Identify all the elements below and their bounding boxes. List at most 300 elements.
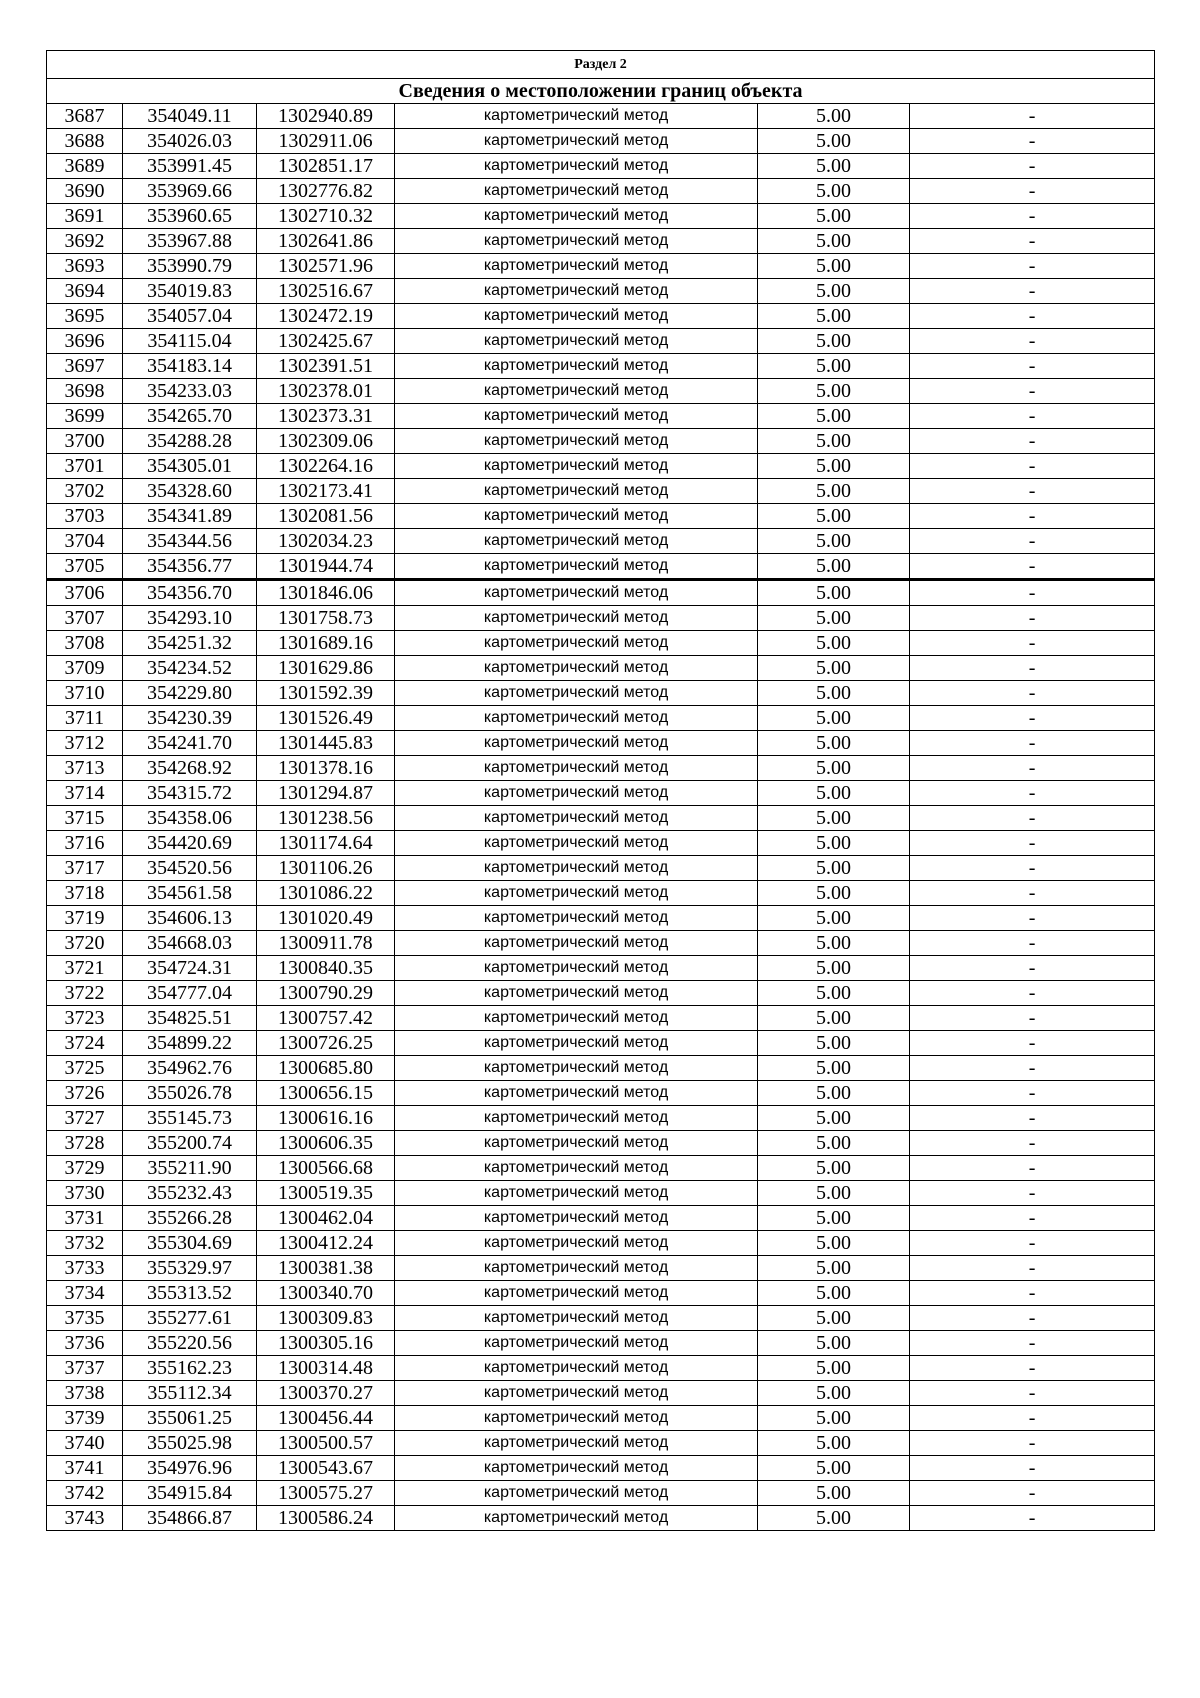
coordinate-x: 354915.84 xyxy=(123,1481,257,1506)
coordinate-x: 355200.74 xyxy=(123,1131,257,1156)
note-value: - xyxy=(910,1106,1155,1131)
coordinate-y: 1300370.27 xyxy=(257,1381,395,1406)
note-value: - xyxy=(910,204,1155,229)
point-number: 3702 xyxy=(47,479,123,504)
determination-method: картометрический метод xyxy=(395,329,758,354)
determination-method: картометрический метод xyxy=(395,1306,758,1331)
coordinate-x: 354356.70 xyxy=(123,580,257,606)
point-number: 3699 xyxy=(47,404,123,429)
table-row xyxy=(47,179,1155,204)
coordinate-x: 354962.76 xyxy=(123,1056,257,1081)
point-number: 3689 xyxy=(47,154,123,179)
accuracy-value: 5.00 xyxy=(758,529,910,554)
coordinate-y: 1302378.01 xyxy=(257,379,395,404)
determination-method: картометрический метод xyxy=(395,931,758,956)
accuracy-value: 5.00 xyxy=(758,1056,910,1081)
note-value: - xyxy=(910,981,1155,1006)
accuracy-value: 5.00 xyxy=(758,129,910,154)
note-value: - xyxy=(910,631,1155,656)
coordinate-y: 1301846.06 xyxy=(257,580,395,606)
determination-method: картометрический метод xyxy=(395,981,758,1006)
table-row xyxy=(47,731,1155,756)
table-row xyxy=(47,479,1155,504)
table-row xyxy=(47,606,1155,631)
section-header-row xyxy=(47,51,1155,79)
point-number: 3723 xyxy=(47,1006,123,1031)
point-number: 3718 xyxy=(47,881,123,906)
accuracy-value: 5.00 xyxy=(758,179,910,204)
note-value: - xyxy=(910,1031,1155,1056)
coordinate-y: 1301592.39 xyxy=(257,681,395,706)
coordinate-x: 354899.22 xyxy=(123,1031,257,1056)
point-number: 3731 xyxy=(47,1206,123,1231)
point-number: 3694 xyxy=(47,279,123,304)
table-row xyxy=(47,279,1155,304)
determination-method: картометрический метод xyxy=(395,1081,758,1106)
coordinate-x: 354341.89 xyxy=(123,504,257,529)
coordinate-y: 1300305.16 xyxy=(257,1331,395,1356)
point-number: 3705 xyxy=(47,554,123,580)
accuracy-value: 5.00 xyxy=(758,1256,910,1281)
table-row xyxy=(47,229,1155,254)
coordinate-x: 354520.56 xyxy=(123,856,257,881)
coordinate-y: 1302911.06 xyxy=(257,129,395,154)
note-value: - xyxy=(910,1356,1155,1381)
coordinate-x: 354230.39 xyxy=(123,706,257,731)
note-value: - xyxy=(910,856,1155,881)
determination-method: картометрический метод xyxy=(395,529,758,554)
accuracy-value: 5.00 xyxy=(758,429,910,454)
coordinate-y: 1302571.96 xyxy=(257,254,395,279)
coordinate-y: 1302373.31 xyxy=(257,404,395,429)
note-value: - xyxy=(910,1306,1155,1331)
coordinate-y: 1302173.41 xyxy=(257,479,395,504)
coordinate-x: 354026.03 xyxy=(123,129,257,154)
table-row xyxy=(47,1206,1155,1231)
accuracy-value: 5.00 xyxy=(758,379,910,404)
determination-method: картометрический метод xyxy=(395,254,758,279)
determination-method: картометрический метод xyxy=(395,354,758,379)
coordinate-x: 354358.06 xyxy=(123,806,257,831)
coordinate-y: 1302516.67 xyxy=(257,279,395,304)
coordinate-y: 1300575.27 xyxy=(257,1481,395,1506)
coordinate-y: 1301174.64 xyxy=(257,831,395,856)
coordinate-x: 355162.23 xyxy=(123,1356,257,1381)
coordinate-x: 354777.04 xyxy=(123,981,257,1006)
accuracy-value: 5.00 xyxy=(758,731,910,756)
point-number: 3704 xyxy=(47,529,123,554)
coordinate-y: 1302034.23 xyxy=(257,529,395,554)
note-value: - xyxy=(910,756,1155,781)
coordinate-x: 353990.79 xyxy=(123,254,257,279)
coordinate-x: 355025.98 xyxy=(123,1431,257,1456)
table-row xyxy=(47,1056,1155,1081)
coordinate-y: 1301294.87 xyxy=(257,781,395,806)
determination-method: картометрический метод xyxy=(395,1381,758,1406)
coordinate-y: 1300911.78 xyxy=(257,931,395,956)
table-row xyxy=(47,931,1155,956)
coordinate-x: 355211.90 xyxy=(123,1156,257,1181)
table-row xyxy=(47,504,1155,529)
table-row xyxy=(47,1356,1155,1381)
point-number: 3711 xyxy=(47,706,123,731)
determination-method: картометрический метод xyxy=(395,1056,758,1081)
coordinate-y: 1301020.49 xyxy=(257,906,395,931)
point-number: 3709 xyxy=(47,656,123,681)
coordinate-y: 1300462.04 xyxy=(257,1206,395,1231)
determination-method: картометрический метод xyxy=(395,179,758,204)
determination-method: картометрический метод xyxy=(395,856,758,881)
coordinate-y: 1300656.15 xyxy=(257,1081,395,1106)
coordinate-y: 1300381.38 xyxy=(257,1256,395,1281)
determination-method: картометрический метод xyxy=(395,404,758,429)
determination-method: картометрический метод xyxy=(395,204,758,229)
determination-method: картометрический метод xyxy=(395,1281,758,1306)
coordinate-y: 1302309.06 xyxy=(257,429,395,454)
determination-method: картометрический метод xyxy=(395,429,758,454)
note-value: - xyxy=(910,606,1155,631)
accuracy-value: 5.00 xyxy=(758,1031,910,1056)
boundary-table xyxy=(46,50,1155,1531)
determination-method: картометрический метод xyxy=(395,1331,758,1356)
coordinate-y: 1300606.35 xyxy=(257,1131,395,1156)
determination-method: картометрический метод xyxy=(395,1431,758,1456)
boundary-table-body xyxy=(47,51,1155,1531)
table-row xyxy=(47,204,1155,229)
point-number: 3724 xyxy=(47,1031,123,1056)
note-value: - xyxy=(910,554,1155,580)
accuracy-value: 5.00 xyxy=(758,781,910,806)
note-value: - xyxy=(910,1131,1155,1156)
coordinate-x: 354049.11 xyxy=(123,104,257,129)
accuracy-value: 5.00 xyxy=(758,104,910,129)
determination-method: картометрический метод xyxy=(395,1406,758,1431)
table-row xyxy=(47,881,1155,906)
coordinate-y: 1302641.86 xyxy=(257,229,395,254)
table-row xyxy=(47,379,1155,404)
accuracy-value: 5.00 xyxy=(758,1306,910,1331)
accuracy-value: 5.00 xyxy=(758,1481,910,1506)
coordinate-y: 1302710.32 xyxy=(257,204,395,229)
coordinate-y: 1301106.26 xyxy=(257,856,395,881)
determination-method: картометрический метод xyxy=(395,554,758,580)
table-row xyxy=(47,781,1155,806)
determination-method: картометрический метод xyxy=(395,104,758,129)
determination-method: картометрический метод xyxy=(395,831,758,856)
note-value: - xyxy=(910,479,1155,504)
coordinate-x: 355026.78 xyxy=(123,1081,257,1106)
note-value: - xyxy=(910,1231,1155,1256)
determination-method: картометрический метод xyxy=(395,379,758,404)
coordinate-x: 354976.96 xyxy=(123,1456,257,1481)
note-value: - xyxy=(910,580,1155,606)
coordinate-x: 355304.69 xyxy=(123,1231,257,1256)
determination-method: картометрический метод xyxy=(395,1006,758,1031)
coordinate-y: 1300519.35 xyxy=(257,1181,395,1206)
coordinate-y: 1302776.82 xyxy=(257,179,395,204)
determination-method: картометрический метод xyxy=(395,154,758,179)
coordinate-x: 355313.52 xyxy=(123,1281,257,1306)
coordinate-y: 1301689.16 xyxy=(257,631,395,656)
table-row xyxy=(47,956,1155,981)
accuracy-value: 5.00 xyxy=(758,254,910,279)
table-row xyxy=(47,154,1155,179)
point-number: 3728 xyxy=(47,1131,123,1156)
table-row xyxy=(47,429,1155,454)
accuracy-value: 5.00 xyxy=(758,504,910,529)
coordinate-x: 354724.31 xyxy=(123,956,257,981)
note-value: - xyxy=(910,831,1155,856)
table-row xyxy=(47,1181,1155,1206)
note-value: - xyxy=(910,429,1155,454)
point-number: 3692 xyxy=(47,229,123,254)
accuracy-value: 5.00 xyxy=(758,304,910,329)
point-number: 3697 xyxy=(47,354,123,379)
coordinate-x: 354241.70 xyxy=(123,731,257,756)
accuracy-value: 5.00 xyxy=(758,1281,910,1306)
coordinate-x: 354019.83 xyxy=(123,279,257,304)
coordinate-y: 1300616.16 xyxy=(257,1106,395,1131)
note-value: - xyxy=(910,404,1155,429)
coordinate-x: 354328.60 xyxy=(123,479,257,504)
note-value: - xyxy=(910,881,1155,906)
note-value: - xyxy=(910,806,1155,831)
table-row xyxy=(47,1506,1155,1531)
table-row xyxy=(47,631,1155,656)
note-value: - xyxy=(910,454,1155,479)
point-number: 3696 xyxy=(47,329,123,354)
coordinate-y: 1300586.24 xyxy=(257,1506,395,1531)
accuracy-value: 5.00 xyxy=(758,906,910,931)
coordinate-y: 1300790.29 xyxy=(257,981,395,1006)
determination-method: картометрический метод xyxy=(395,881,758,906)
point-number: 3742 xyxy=(47,1481,123,1506)
table-row xyxy=(47,1281,1155,1306)
coordinate-x: 354825.51 xyxy=(123,1006,257,1031)
accuracy-value: 5.00 xyxy=(758,1106,910,1131)
section-label: Раздел 2 xyxy=(47,51,1155,79)
point-number: 3727 xyxy=(47,1106,123,1131)
coordinate-x: 354305.01 xyxy=(123,454,257,479)
determination-method: картометрический метод xyxy=(395,1181,758,1206)
note-value: - xyxy=(910,681,1155,706)
note-value: - xyxy=(910,731,1155,756)
accuracy-value: 5.00 xyxy=(758,956,910,981)
coordinate-x: 355061.25 xyxy=(123,1406,257,1431)
note-value: - xyxy=(910,931,1155,956)
accuracy-value: 5.00 xyxy=(758,881,910,906)
table-row xyxy=(47,1431,1155,1456)
coordinate-y: 1302940.89 xyxy=(257,104,395,129)
table-row xyxy=(47,1031,1155,1056)
accuracy-value: 5.00 xyxy=(758,1131,910,1156)
note-value: - xyxy=(910,129,1155,154)
accuracy-value: 5.00 xyxy=(758,1156,910,1181)
coordinate-y: 1300314.48 xyxy=(257,1356,395,1381)
table-row xyxy=(47,104,1155,129)
coordinate-x: 354233.03 xyxy=(123,379,257,404)
accuracy-value: 5.00 xyxy=(758,981,910,1006)
coordinate-x: 354251.32 xyxy=(123,631,257,656)
determination-method: картометрический метод xyxy=(395,631,758,656)
determination-method: картометрический метод xyxy=(395,1456,758,1481)
point-number: 3714 xyxy=(47,781,123,806)
coordinate-y: 1301944.74 xyxy=(257,554,395,580)
table-row xyxy=(47,1131,1155,1156)
coordinate-y: 1301378.16 xyxy=(257,756,395,781)
table-row xyxy=(47,1306,1155,1331)
point-number: 3726 xyxy=(47,1081,123,1106)
point-number: 3688 xyxy=(47,129,123,154)
determination-method: картометрический метод xyxy=(395,129,758,154)
table-row xyxy=(47,1156,1155,1181)
coordinate-x: 354183.14 xyxy=(123,354,257,379)
point-number: 3736 xyxy=(47,1331,123,1356)
table-row xyxy=(47,129,1155,154)
coordinate-x: 355266.28 xyxy=(123,1206,257,1231)
table-row xyxy=(47,254,1155,279)
note-value: - xyxy=(910,1406,1155,1431)
table-row xyxy=(47,681,1155,706)
coordinate-x: 355112.34 xyxy=(123,1381,257,1406)
accuracy-value: 5.00 xyxy=(758,354,910,379)
point-number: 3737 xyxy=(47,1356,123,1381)
coordinate-y: 1302264.16 xyxy=(257,454,395,479)
point-number: 3691 xyxy=(47,204,123,229)
accuracy-value: 5.00 xyxy=(758,279,910,304)
table-row xyxy=(47,354,1155,379)
point-number: 3722 xyxy=(47,981,123,1006)
point-number: 3707 xyxy=(47,606,123,631)
coordinate-x: 354866.87 xyxy=(123,1506,257,1531)
note-value: - xyxy=(910,1431,1155,1456)
accuracy-value: 5.00 xyxy=(758,1381,910,1406)
point-number: 3739 xyxy=(47,1406,123,1431)
point-number: 3695 xyxy=(47,304,123,329)
accuracy-value: 5.00 xyxy=(758,329,910,354)
table-row xyxy=(47,580,1155,606)
coordinate-y: 1302081.56 xyxy=(257,504,395,529)
determination-method: картометрический метод xyxy=(395,1031,758,1056)
coordinate-y: 1300543.67 xyxy=(257,1456,395,1481)
coordinate-x: 354606.13 xyxy=(123,906,257,931)
coordinate-x: 355232.43 xyxy=(123,1181,257,1206)
coordinate-x: 353969.66 xyxy=(123,179,257,204)
note-value: - xyxy=(910,329,1155,354)
coordinate-x: 355220.56 xyxy=(123,1331,257,1356)
table-row xyxy=(47,304,1155,329)
note-value: - xyxy=(910,956,1155,981)
coordinate-x: 355277.61 xyxy=(123,1306,257,1331)
point-number: 3720 xyxy=(47,931,123,956)
point-number: 3693 xyxy=(47,254,123,279)
point-number: 3715 xyxy=(47,806,123,831)
note-value: - xyxy=(910,906,1155,931)
accuracy-value: 5.00 xyxy=(758,856,910,881)
accuracy-value: 5.00 xyxy=(758,831,910,856)
coordinate-y: 1300340.70 xyxy=(257,1281,395,1306)
point-number: 3721 xyxy=(47,956,123,981)
coordinate-x: 353967.88 xyxy=(123,229,257,254)
note-value: - xyxy=(910,1181,1155,1206)
table-row xyxy=(47,454,1155,479)
coordinate-y: 1300726.25 xyxy=(257,1031,395,1056)
accuracy-value: 5.00 xyxy=(758,1081,910,1106)
point-number: 3698 xyxy=(47,379,123,404)
point-number: 3734 xyxy=(47,1281,123,1306)
note-value: - xyxy=(910,254,1155,279)
table-row xyxy=(47,756,1155,781)
table-row xyxy=(47,1381,1155,1406)
point-number: 3725 xyxy=(47,1056,123,1081)
determination-method: картометрический метод xyxy=(395,1206,758,1231)
accuracy-value: 5.00 xyxy=(758,1356,910,1381)
accuracy-value: 5.00 xyxy=(758,1231,910,1256)
coordinate-x: 354234.52 xyxy=(123,656,257,681)
accuracy-value: 5.00 xyxy=(758,404,910,429)
accuracy-value: 5.00 xyxy=(758,479,910,504)
point-number: 3703 xyxy=(47,504,123,529)
accuracy-value: 5.00 xyxy=(758,454,910,479)
coordinate-y: 1302851.17 xyxy=(257,154,395,179)
determination-method: картометрический метод xyxy=(395,229,758,254)
determination-method: картометрический метод xyxy=(395,1231,758,1256)
note-value: - xyxy=(910,1331,1155,1356)
note-value: - xyxy=(910,529,1155,554)
coordinate-y: 1301629.86 xyxy=(257,656,395,681)
point-number: 3717 xyxy=(47,856,123,881)
determination-method: картометрический метод xyxy=(395,479,758,504)
coordinate-x: 354265.70 xyxy=(123,404,257,429)
accuracy-value: 5.00 xyxy=(758,1506,910,1531)
accuracy-value: 5.00 xyxy=(758,756,910,781)
note-value: - xyxy=(910,379,1155,404)
coordinate-y: 1301238.56 xyxy=(257,806,395,831)
table-title: Сведения о местоположении границ объекта xyxy=(47,79,1155,104)
coordinate-x: 353960.65 xyxy=(123,204,257,229)
determination-method: картометрический метод xyxy=(395,1481,758,1506)
note-value: - xyxy=(910,304,1155,329)
point-number: 3730 xyxy=(47,1181,123,1206)
note-value: - xyxy=(910,504,1155,529)
table-row xyxy=(47,856,1155,881)
table-row xyxy=(47,529,1155,554)
coordinate-x: 354115.04 xyxy=(123,329,257,354)
coordinate-y: 1301758.73 xyxy=(257,606,395,631)
coordinate-y: 1301526.49 xyxy=(257,706,395,731)
point-number: 3713 xyxy=(47,756,123,781)
point-number: 3712 xyxy=(47,731,123,756)
note-value: - xyxy=(910,104,1155,129)
coordinate-x: 354293.10 xyxy=(123,606,257,631)
coordinate-x: 354344.56 xyxy=(123,529,257,554)
table-row xyxy=(47,329,1155,354)
point-number: 3743 xyxy=(47,1506,123,1531)
table-row xyxy=(47,1006,1155,1031)
point-number: 3701 xyxy=(47,454,123,479)
accuracy-value: 5.00 xyxy=(758,154,910,179)
determination-method: картометрический метод xyxy=(395,756,758,781)
coordinate-x: 354057.04 xyxy=(123,304,257,329)
note-value: - xyxy=(910,656,1155,681)
table-row xyxy=(47,554,1155,580)
accuracy-value: 5.00 xyxy=(758,1406,910,1431)
determination-method: картометрический метод xyxy=(395,504,758,529)
table-row xyxy=(47,906,1155,931)
coordinate-x: 354420.69 xyxy=(123,831,257,856)
note-value: - xyxy=(910,1381,1155,1406)
note-value: - xyxy=(910,1481,1155,1506)
